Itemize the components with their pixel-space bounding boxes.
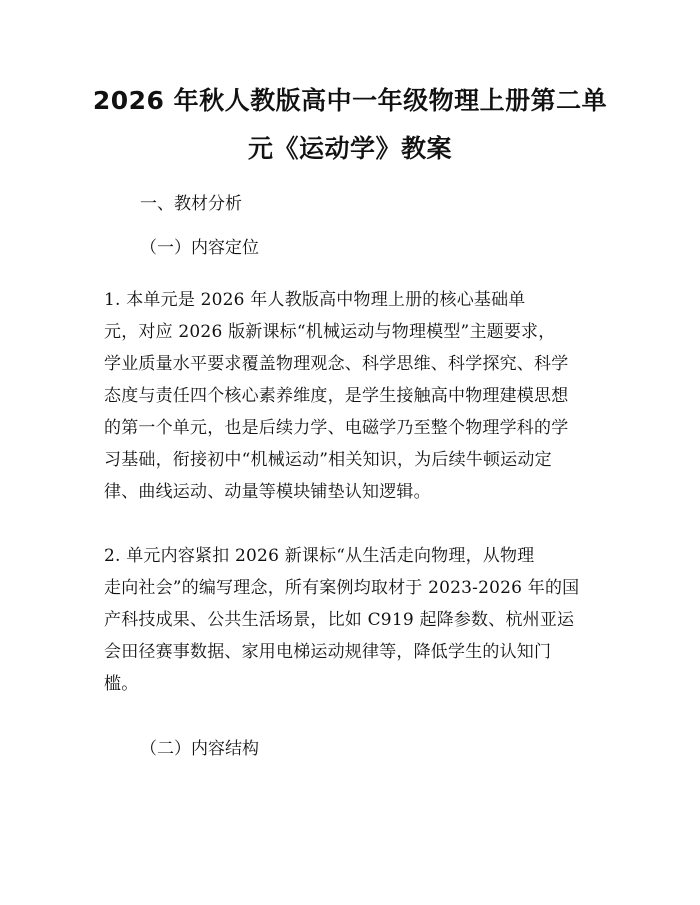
subsection-heading-content-positioning: （一）内容定位	[140, 238, 259, 258]
paragraph-line: 槛。	[104, 674, 139, 694]
paragraph-line: 产科技成果、公共生活场景，比如 C919 起降参数、杭州亚运	[104, 610, 575, 630]
paragraph-line: 律、曲线运动、动量等模块铺垫认知逻辑。	[104, 482, 431, 502]
paragraph-line: 态度与责任四个核心素养维度，是学生接触高中物理建模思想	[104, 386, 569, 406]
document-title-line-2: 元《运动学》教案	[247, 134, 452, 163]
paragraph-line: 1. 本单元是 2026 年人教版高中物理上册的核心基础单	[104, 290, 526, 310]
paragraph-line: 2. 单元内容紧扣 2026 新课标“从生活走向物理，从物理	[104, 546, 535, 566]
document-title-line-1: 2026 年秋人教版高中一年级物理上册第二单	[92, 86, 608, 115]
paragraph-line: 走向社会”的编写理念，所有案例均取材于 2023-2026 年的国	[104, 578, 580, 598]
section-heading-textbook-analysis: 一、教材分析	[140, 194, 242, 214]
paragraph-line: 的第一个单元，也是后续力学、电磁学乃至整个物理学科的学	[104, 418, 569, 438]
paragraph-line: 学业质量水平要求覆盖物理观念、科学思维、科学探究、科学	[104, 354, 569, 374]
paragraph-2	[104, 540, 604, 700]
paragraph-line: 元，对应 2026 版新课标“机械运动与物理模型”主题要求，	[104, 322, 556, 342]
paragraph-line: 会田径赛事数据、家用电梯运动规律等，降低学生的认知门	[104, 642, 552, 662]
paragraph-line: 习基础，衔接初中“机械运动”相关知识，为后续牛顿运动定	[104, 450, 552, 470]
paragraph-1	[104, 284, 604, 508]
subsection-heading-content-structure: （二）内容结构	[140, 739, 259, 759]
